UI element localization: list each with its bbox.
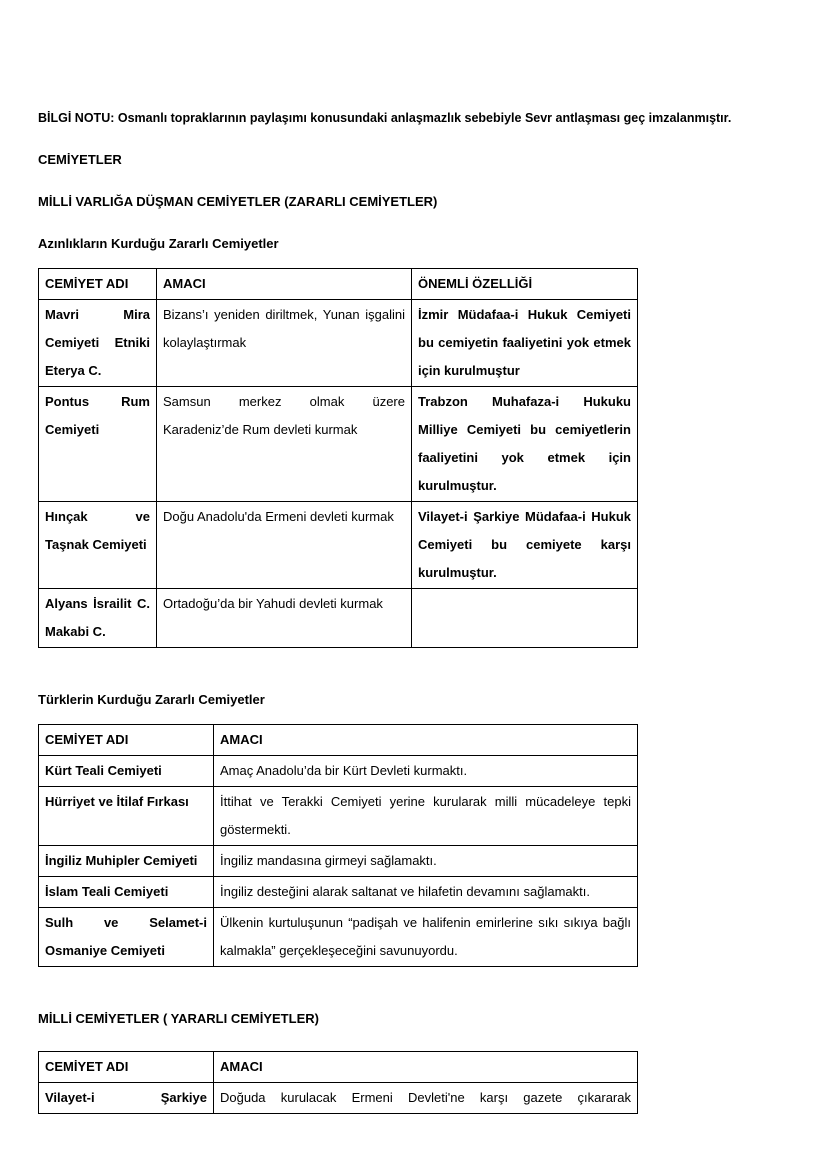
cell-purpose: Amaç Anadolu’da bir Kürt Devleti kurmaktı. bbox=[214, 756, 638, 787]
cell-purpose: Bizans’ı yeniden diriltmek, Yunan işgalini kolaylaştırmak bbox=[157, 300, 412, 387]
cell-purpose: Ülkenin kurtuluşunun “padişah ve halifenin emirlerine sıkı sıkıya bağlı kalmakla” gerçekleşeceğini savunuyordu. bbox=[214, 908, 638, 967]
table-row bbox=[39, 589, 638, 648]
col-header-amaci: AMACI bbox=[214, 725, 638, 756]
cell-society-name: Kürt Teali Cemiyeti bbox=[39, 756, 214, 787]
national-societies-table bbox=[38, 1051, 638, 1114]
heading-milli-cemiyetler: MİLLİ CEMİYETLER ( YARARLI CEMİYETLER) bbox=[38, 1011, 319, 1026]
table-header-row bbox=[39, 269, 638, 300]
cell-society-name: İslam Teali Cemiyeti bbox=[39, 877, 214, 908]
cell-feature: Vilayet-i Şarkiye Müdafaa-i Hukuk Cemiyeti bu cemiyete karşı kurulmuştur. bbox=[412, 502, 638, 589]
table-row bbox=[39, 1083, 638, 1114]
col-header-onemli-ozelligi: ÖNEMLİ ÖZELLİĞİ bbox=[412, 269, 638, 300]
table-row bbox=[39, 846, 638, 877]
col-header-amaci: AMACI bbox=[214, 1052, 638, 1083]
cell-society-name: Hürriyet ve İtilaf Fırkası bbox=[39, 787, 214, 846]
cell-society-name: Sulh ve Selamet-i Osmaniye Cemiyeti bbox=[39, 908, 214, 967]
table-row bbox=[39, 756, 638, 787]
table-header-row bbox=[39, 725, 638, 756]
table-row bbox=[39, 387, 638, 502]
subheading-turklerin-kurdugu: Türklerin Kurduğu Zararlı Cemiyetler bbox=[38, 692, 265, 707]
info-note: BİLGİ NOTU: Osmanlı topraklarının paylaşımı konusundaki anlaşmazlık sebebiyle Sevr antlaşması geç imzalanmıştır. bbox=[38, 111, 732, 125]
cell-purpose: Doğuda kurulacak Ermeni Devleti'ne karşı gazete çıkararak bbox=[214, 1083, 638, 1114]
cell-purpose: Samsun merkez olmak üzere Karadeniz’de Rum devleti kurmak bbox=[157, 387, 412, 502]
cell-society-name: Pontus Rum Cemiyeti bbox=[39, 387, 157, 502]
table-row bbox=[39, 908, 638, 967]
table-header-row bbox=[39, 1052, 638, 1083]
table-row bbox=[39, 502, 638, 589]
cell-society-name: Vilayet-i Şarkiye bbox=[39, 1083, 214, 1114]
cell-feature: İzmir Müdafaa-i Hukuk Cemiyeti bu cemiyetin faaliyetini yok etmek için kurulmuştur bbox=[412, 300, 638, 387]
cell-purpose: Ortadoğu’da bir Yahudi devleti kurmak bbox=[157, 589, 412, 648]
cell-purpose: İngiliz desteğini alarak saltanat ve hilafetin devamını sağlamaktı. bbox=[214, 877, 638, 908]
turkish-societies-table bbox=[38, 724, 638, 967]
cell-society-name: Alyans İsrailit C. Makabi C. bbox=[39, 589, 157, 648]
subheading-azinliklarin-kurdugu: Azınlıkların Kurduğu Zararlı Cemiyetler bbox=[38, 236, 279, 251]
cell-feature: Trabzon Muhafaza-i Hukuku Milliye Cemiyeti bu cemiyetlerin faaliyetini yok etmek için kurulmuştur. bbox=[412, 387, 638, 502]
heading-cemiyetler: CEMİYETLER bbox=[38, 152, 122, 167]
cell-feature bbox=[412, 589, 638, 648]
cell-society-name: Mavri Mira Cemiyeti Etniki Eterya C. bbox=[39, 300, 157, 387]
table-row bbox=[39, 787, 638, 846]
minority-societies-table bbox=[38, 268, 638, 648]
table-row bbox=[39, 877, 638, 908]
col-header-amaci: AMACI bbox=[157, 269, 412, 300]
cell-society-name: İngiliz Muhipler Cemiyeti bbox=[39, 846, 214, 877]
heading-zararli-cemiyetler: MİLLİ VARLIĞA DÜŞMAN CEMİYETLER (ZARARLI CEMİYETLER) bbox=[38, 194, 438, 209]
col-header-cemiyet-adi: CEMİYET ADI bbox=[39, 1052, 214, 1083]
cell-purpose: İttihat ve Terakki Cemiyeti yerine kurularak milli mücadeleye tepki göstermekti. bbox=[214, 787, 638, 846]
col-header-cemiyet-adi: CEMİYET ADI bbox=[39, 269, 157, 300]
cell-purpose: Doğu Anadolu'da Ermeni devleti kurmak bbox=[157, 502, 412, 589]
table-row bbox=[39, 300, 638, 387]
col-header-cemiyet-adi: CEMİYET ADI bbox=[39, 725, 214, 756]
cell-purpose: İngiliz mandasına girmeyi sağlamaktı. bbox=[214, 846, 638, 877]
cell-society-name: Hınçak ve Taşnak Cemiyeti bbox=[39, 502, 157, 589]
